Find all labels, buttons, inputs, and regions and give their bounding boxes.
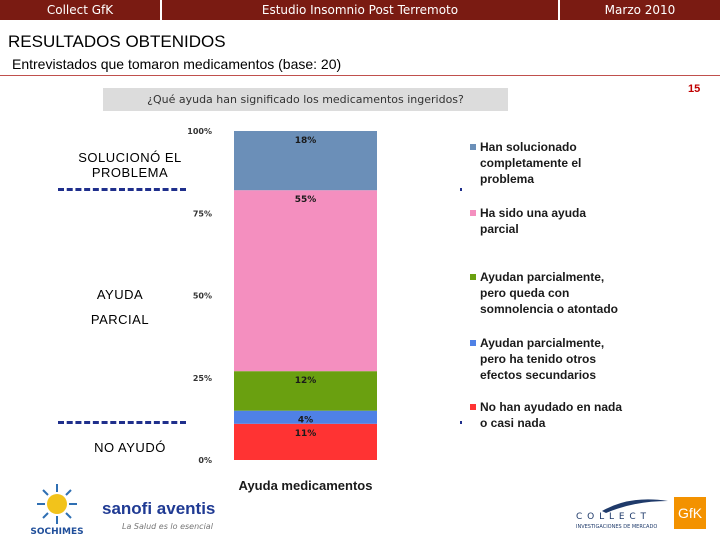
legend-swatch (470, 274, 476, 280)
bar-segment (234, 190, 377, 371)
sanofi-logo (102, 500, 232, 536)
sochimes-logo (22, 482, 92, 540)
page-number: 15 (688, 83, 701, 95)
question-box: ¿Qué ayuda han significado los medicamentos ingeridos? (103, 88, 508, 111)
data-label: 4% (297, 415, 314, 426)
data-label: 12% (294, 376, 317, 387)
legend-entry: Ha sido una ayuda parcial (480, 206, 587, 236)
legend-swatch (470, 210, 476, 216)
page-subtitle: Entrevistados que tomaron medicamentos (base: 20) (12, 56, 342, 72)
stacked-bar-chart (180, 118, 640, 498)
y-tick-label: 25% (192, 373, 212, 383)
legend-entry: Ayudan parcialmente, pero queda con somnolencia o atontado (480, 270, 619, 316)
sanofi-text: sanofi aventis (102, 499, 216, 518)
header-right: Marzo 2010 (604, 3, 676, 17)
x-axis-label: Ayuda medicamentos (238, 478, 373, 493)
legend-swatch (470, 404, 476, 410)
side-label-solved: SOLUCIONÓ EL PROBLEMA (78, 150, 182, 180)
collect-gfk-logo (572, 497, 712, 537)
sochimes-text: SOCHIMES (30, 527, 84, 537)
divider (0, 75, 720, 76)
data-label: 18% (294, 136, 317, 146)
y-tick-label: 0% (198, 456, 212, 465)
data-label: 11% (294, 428, 317, 439)
page-title: RESULTADOS OBTENIDOS (8, 32, 226, 51)
legend-swatch (470, 144, 476, 150)
data-label: 55% (294, 195, 317, 206)
sanofi-tagline: La Salud es lo esencial (122, 522, 213, 531)
legend-entry: Ayudan parcialmente, pero ha tenido otros efectos secundarios (480, 336, 605, 382)
side-label-none: NO AYUDÓ (94, 440, 166, 455)
header-left: Collect GfK (46, 3, 114, 17)
side-label-partial: AYUDA PARCIAL (90, 287, 150, 327)
gfk-badge: GfK (674, 497, 706, 529)
collect-tagline: INVESTIGACIONES DE MERCADO (576, 524, 658, 530)
y-tick-label: 75% (192, 209, 212, 219)
legend-swatch (470, 340, 476, 346)
dashed-line-upper-left (58, 188, 186, 191)
legend-entry: No han ayudado en nada o casi nada (480, 400, 623, 430)
y-tick-label: 50% (192, 291, 212, 301)
collect-text: C O L L E C T (576, 512, 648, 522)
header-center: Estudio Insomnio Post Terremoto (261, 3, 459, 17)
chart (180, 118, 640, 498)
header-bar (0, 0, 720, 20)
dashed-line-lower-left (58, 421, 186, 424)
y-tick-label: 100% (187, 127, 212, 136)
swoosh-icon (600, 497, 670, 513)
legend-entry: Han solucionado completamente el problema (480, 140, 582, 186)
